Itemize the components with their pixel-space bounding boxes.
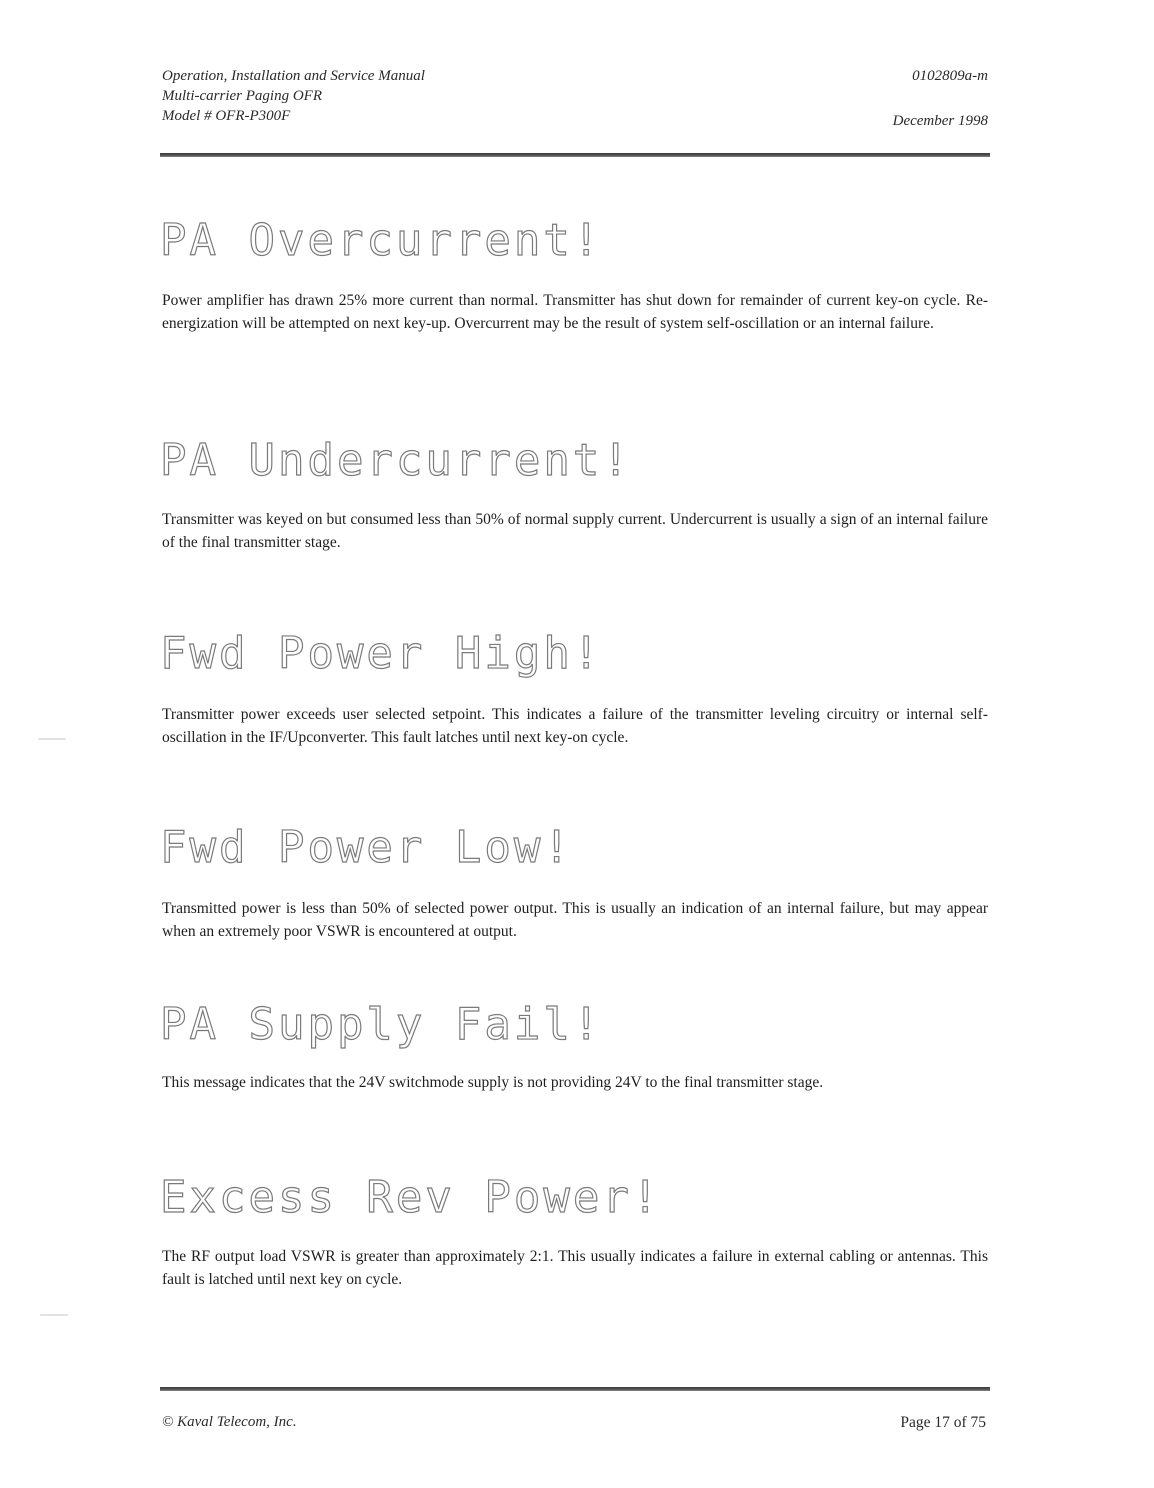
header-model-number: Model # OFR-P300F — [162, 108, 291, 124]
scan-artifact-mark — [38, 738, 66, 740]
description-pa-supply-fail: This message indicates that the 24V switchmode supply is not providing 24V to the final transmitter stage. — [162, 1074, 824, 1091]
header-title-block — [162, 66, 425, 126]
header-product-name: Multi-carrier Paging OFR — [162, 88, 322, 104]
lcd-message-fwd-power-low: Fwd Power Low! — [160, 822, 573, 873]
lcd-message-fwd-power-high: Fwd Power High! — [160, 628, 603, 679]
footer-page-number: Page 17 of 75 — [900, 1414, 986, 1431]
description-pa-overcurrent: Power amplifier has drawn 25% more current than normal. Transmitter has shut down for remainder of current key-on cycle. Re-energization will be attempted on next key-up. Overcurrent may be the result of system self-oscillation or an internal failure. — [162, 292, 988, 332]
lcd-message-pa-overcurrent: PA Overcurrent! — [160, 215, 603, 266]
footer-copyright: © Kaval Telecom, Inc. — [162, 1414, 297, 1430]
header-doc-number: 0102809a-m — [912, 68, 988, 84]
header-divider — [160, 153, 990, 157]
description-fwd-power-high: Transmitter power exceeds user selected setpoint. This indicates a failure of the transmitter leveling circuitry or internal self-oscillation in the IF/Upconverter. This fault latches until next key-on cycle. — [162, 706, 988, 746]
header-date: December 1998 — [892, 113, 988, 129]
footer-divider — [160, 1387, 990, 1391]
lcd-message-pa-supply-fail: PA Supply Fail! — [160, 999, 603, 1050]
description-fwd-power-low: Transmitted power is less than 50% of selected power output. This is usually an indication of an internal failure, but may appear when an extremely poor VSWR is encountered at output. — [162, 900, 988, 940]
lcd-message-pa-undercurrent: PA Undercurrent! — [160, 435, 632, 486]
scan-artifact-mark — [40, 1314, 68, 1316]
description-pa-undercurrent: Transmitter was keyed on but consumed less than 50% of normal supply current. Undercurrent is usually a sign of an internal failure of the final transmitter stage. — [162, 511, 988, 551]
header-manual-title: Operation, Installation and Service Manual — [162, 68, 425, 84]
description-excess-rev-power: The RF output load VSWR is greater than approximately 2:1. This usually indicates a failure in external cabling or antennas. This fault is latched until next key on cycle. — [162, 1248, 988, 1288]
lcd-message-excess-rev-power: Excess Rev Power! — [160, 1172, 662, 1223]
